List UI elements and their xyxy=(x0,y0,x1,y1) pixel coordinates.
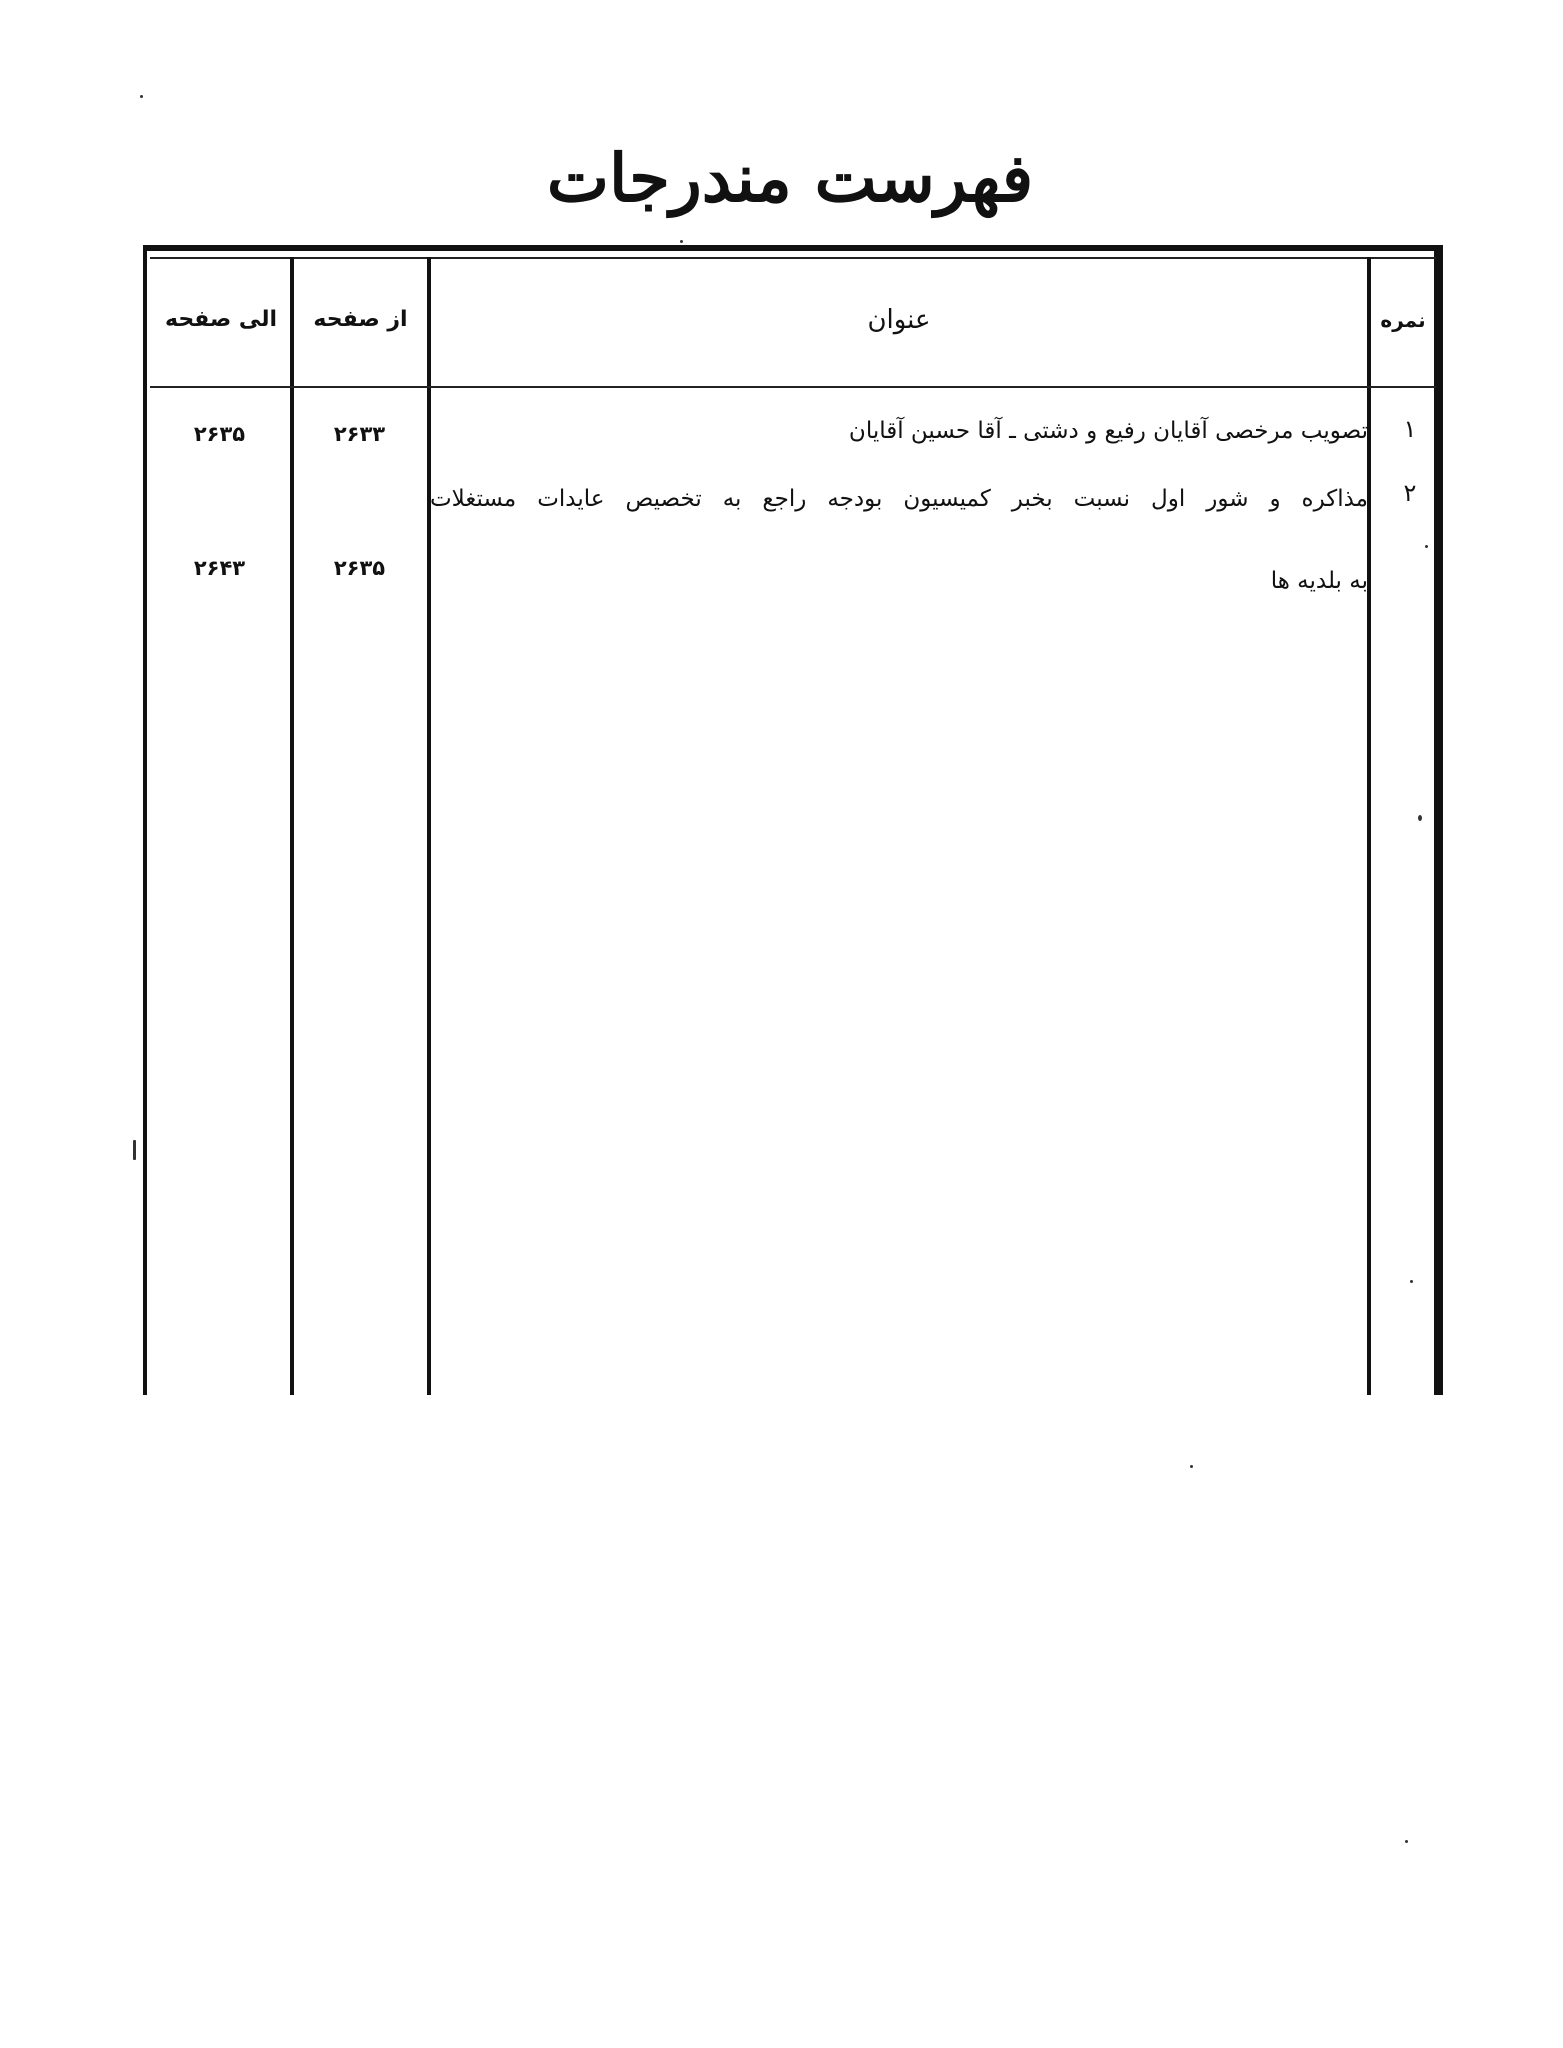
scan-speck xyxy=(680,240,683,243)
row-title-line-1: مذاکره و شور اول نسبت بخبر کمیسیون بودجه راجع به تخصیص عایدات مستغلات xyxy=(430,486,1368,512)
row-title-line-2: به بلدیه ها xyxy=(1270,568,1368,594)
scan-speck xyxy=(133,1140,136,1160)
row-title: تصویب مرخصی آقایان رفیع و دشتی ـ آقا حسین آقایان xyxy=(848,418,1368,444)
header-number: نمره xyxy=(1380,308,1426,332)
scan-speck xyxy=(1410,1280,1413,1283)
row-from-page: ۲۶۳۵ xyxy=(333,556,386,580)
scan-speck xyxy=(1418,815,1422,821)
row-from-page: ۲۶۳۳ xyxy=(333,422,386,446)
scan-speck xyxy=(140,95,143,98)
header-to-page: الی صفحه xyxy=(164,307,277,332)
page-title: فهرست مندرجات xyxy=(546,139,1034,217)
header-separator xyxy=(150,386,1436,388)
scan-speck xyxy=(1405,1840,1408,1843)
row-to-page: ۲۶۴۳ xyxy=(193,556,246,580)
row-number: ۱ xyxy=(1403,415,1417,443)
header-from-page: از صفحه xyxy=(313,307,408,332)
row-number: ۲ xyxy=(1403,479,1417,507)
table-inner-top-rule xyxy=(150,257,1436,259)
scan-speck xyxy=(1190,1465,1193,1468)
scan-speck xyxy=(1425,545,1428,548)
row-to-page: ۲۶۳۵ xyxy=(193,422,246,446)
header-title: عنوان xyxy=(867,305,931,335)
